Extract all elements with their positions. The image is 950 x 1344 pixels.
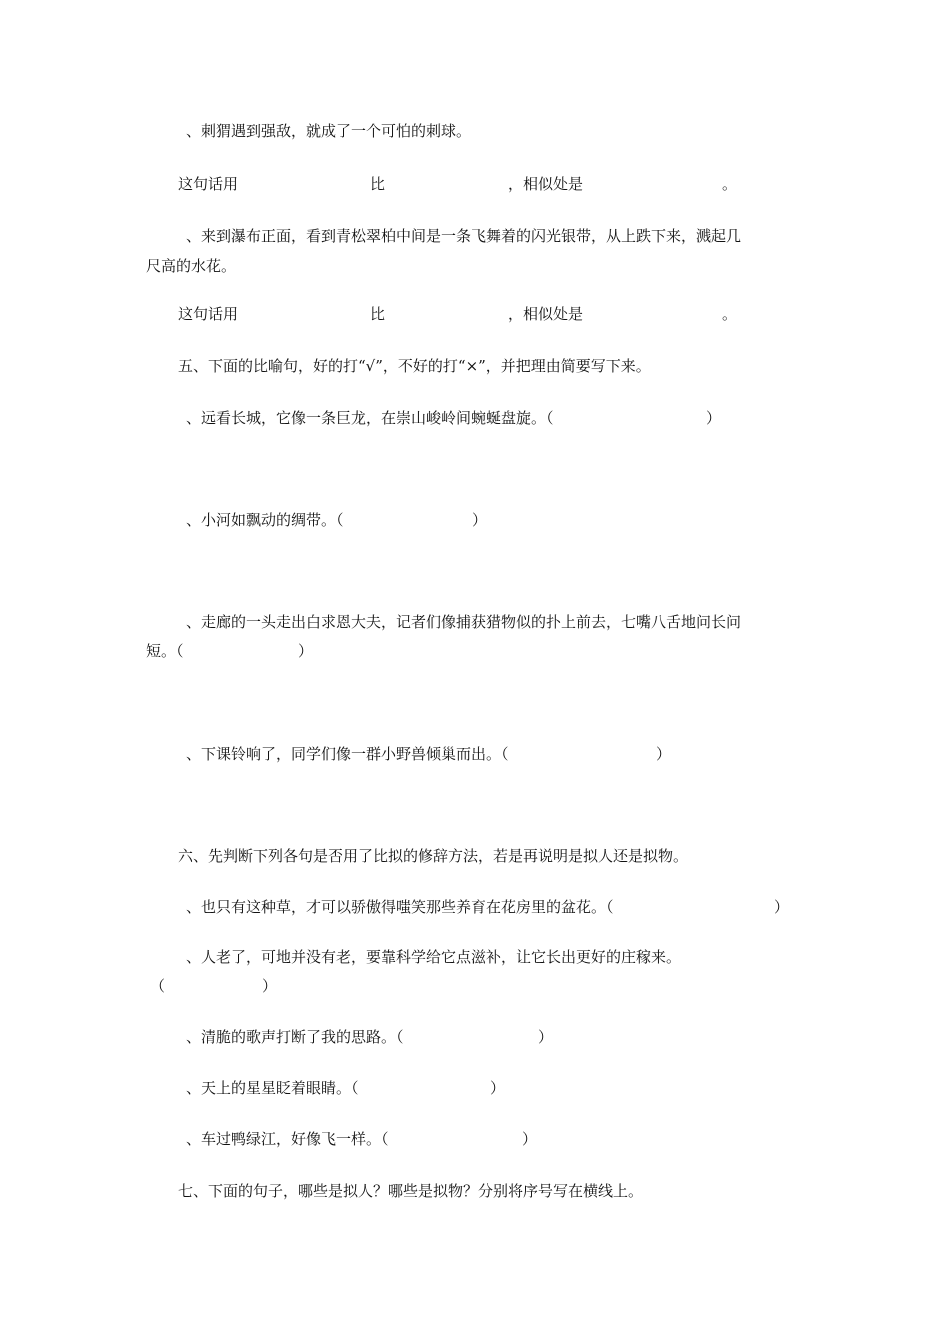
q5-item-3-text1: 、走廊的一头走出白求恩大夫，记者们像捕获猎物似的扑上前去，七嘴八舌地问长问 [186,613,742,631]
section-6-title-text: 六、先判断下列各句是否用了比拟的修辞方法，若是再说明是拟人还是拟物。 [178,847,689,865]
answer-blank-close: ） [522,1130,538,1148]
q5-item-4 [186,745,676,763]
answer-prefix: 这句话用 [178,175,239,193]
q6-item-5-text: 、车过鸭绿江，好像飞一样。（ [186,1130,389,1148]
q6-item-4-text: 、天上的星星眨着眼睛。（ [186,1079,359,1097]
q6-item-3 [186,1028,556,1046]
q6-item-3-text: 、清脆的歌声打断了我的思路。（ [186,1028,404,1046]
q4-item-1-text: 、刺猬遇到强敌，就成了一个可怕的刺球。 [186,122,472,140]
q6-item-2-line1 [186,948,681,966]
q5-item-1-text: 、远看长城，它像一条巨龙，在崇山峻岭间蜿蜒盘旋。（ [186,409,554,427]
answer-similarity: ，相似处是 [508,175,584,193]
q4-item-2-text1: 、来到瀑布正面，看到青松翠柏中间是一条飞舞着的闪光银带，从上跌下来，溅起几 [186,227,742,245]
answer-period: 。 [722,175,738,193]
answer-bi: 比 [370,175,386,193]
q4-item-2-line2 [146,257,236,275]
section-5-title [178,357,651,375]
q5-item-2 [186,511,486,529]
answer-prefix: 这句话用 [178,305,239,323]
section-7-title [178,1182,643,1200]
q6-item-2-line2 [150,977,280,995]
answer-blank-close: ） [538,1028,554,1046]
answer-similarity: ，相似处是 [508,305,584,323]
q4-item-2-line1 [186,227,741,245]
q4-item-1 [186,122,471,140]
section-7-title-text: 七、下面的句子，哪些是拟人？哪些是拟物？分别将序号写在横线上。 [178,1182,644,1200]
section-5-title-text: 五、下面的比喻句，好的打“√”，不好的打“×”，并把理由简要写下来。 [178,357,651,375]
answer-blank-close: ） [656,745,672,763]
section-6-title [178,847,688,865]
q6-item-4 [186,1079,506,1097]
answer-blank-close: ） [472,511,488,529]
answer-period: 。 [722,305,738,323]
q6-item-5 [186,1130,536,1148]
q5-item-3-line1 [186,613,741,631]
answer-blank-close: ） [298,642,314,660]
q5-item-2-text: 、小河如飘动的绸带。（ [186,511,344,529]
q4-item-2-text2: 尺高的水花。 [146,257,237,275]
answer-blank-close: ） [490,1079,506,1097]
answer-blank-close: ） [706,409,722,427]
q5-item-3-line2 [146,642,316,660]
answer-blank-close: ） [262,977,278,995]
q6-item-2-text2: （ [150,977,166,995]
q6-item-1 [186,898,790,916]
q5-item-1 [186,409,726,427]
q5-item-3-text2: 短。（ [146,642,184,660]
q6-item-1-text: 、也只有这种草，才可以骄傲得嗤笑那些养育在花房里的盆花。（ [186,898,614,916]
q5-item-4-text: 、下课铃响了，同学们像一群小野兽倾巢而出。（ [186,745,509,763]
answer-bi: 比 [370,305,386,323]
q6-item-2-text1: 、人老了，可地并没有老，要靠科学给它点滋补，让它长出更好的庄稼来。 [186,948,682,966]
answer-blank-close: ） [774,898,790,916]
